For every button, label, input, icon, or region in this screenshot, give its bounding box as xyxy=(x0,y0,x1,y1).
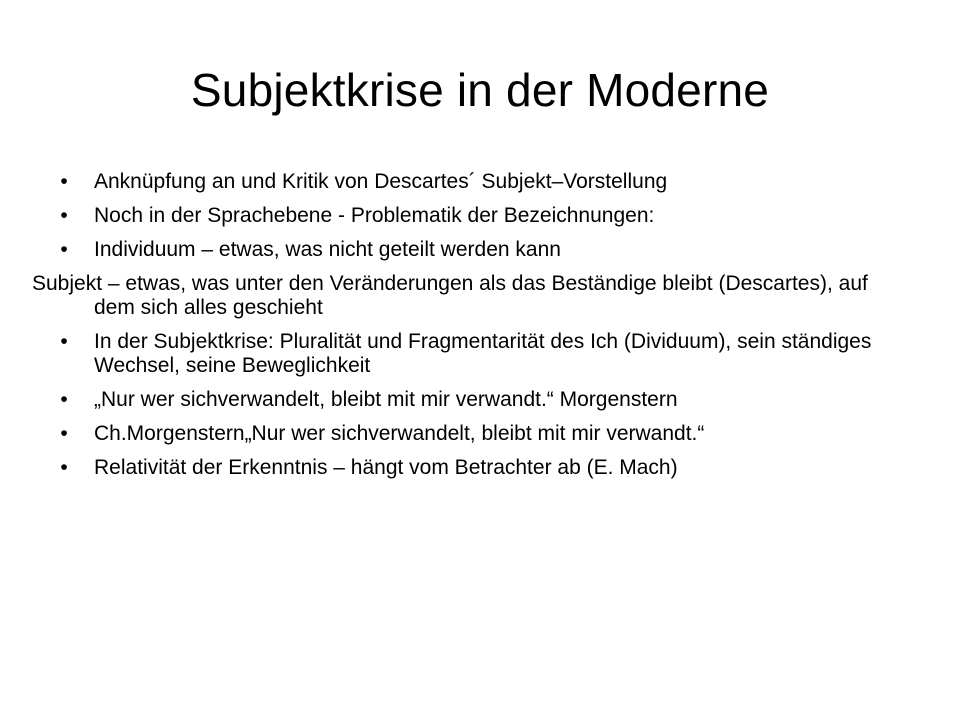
bullet-icon: • xyxy=(60,388,68,411)
list-item xyxy=(32,170,912,194)
list-item-text: Subjekt – etwas, was unter den Veränderungen als das Beständige bleibt (Descartes), auf dem sich alles geschieht xyxy=(32,272,868,319)
list-item xyxy=(32,238,912,262)
slide-title: Subjektkrise in der Moderne xyxy=(190,64,770,116)
list-item-text: Relativität der Erkenntnis – hängt vom Betrachter ab (E. Mach) xyxy=(94,456,678,479)
list-item-text: Noch in der Sprachebene - Problematik der Bezeichnungen: xyxy=(94,204,655,227)
list-item-text: „Nur wer sichverwandelt, bleibt mit mir verwandt.“ Morgenstern xyxy=(94,388,678,411)
bullet-icon: • xyxy=(60,456,68,479)
bullet-icon: • xyxy=(60,238,68,261)
bullet-icon: • xyxy=(60,170,68,193)
list-item xyxy=(32,456,912,480)
bullet-icon: • xyxy=(60,330,68,353)
list-item xyxy=(32,204,912,228)
list-item xyxy=(32,422,912,446)
list-item xyxy=(32,272,912,320)
list-item xyxy=(32,388,912,412)
bullet-icon: • xyxy=(60,204,68,227)
list-item-text: Anknüpfung an und Kritik von Descartes´ Subjekt–Vorstellung xyxy=(94,170,668,193)
bullet-icon: • xyxy=(60,422,68,445)
list-item-text: Individuum – etwas, was nicht geteilt werden kann xyxy=(94,238,561,261)
list-item-text: In der Subjektkrise: Pluralität und Fragmentarität des Ich (Dividuum), sein ständiges Wechsel, seine Beweglichkeit xyxy=(94,330,872,377)
list-item-text: Ch.Morgenstern„Nur wer sichverwandelt, bleibt mit mir verwandt.“ xyxy=(94,422,705,445)
list-item xyxy=(32,330,912,378)
bullet-list xyxy=(32,170,912,490)
